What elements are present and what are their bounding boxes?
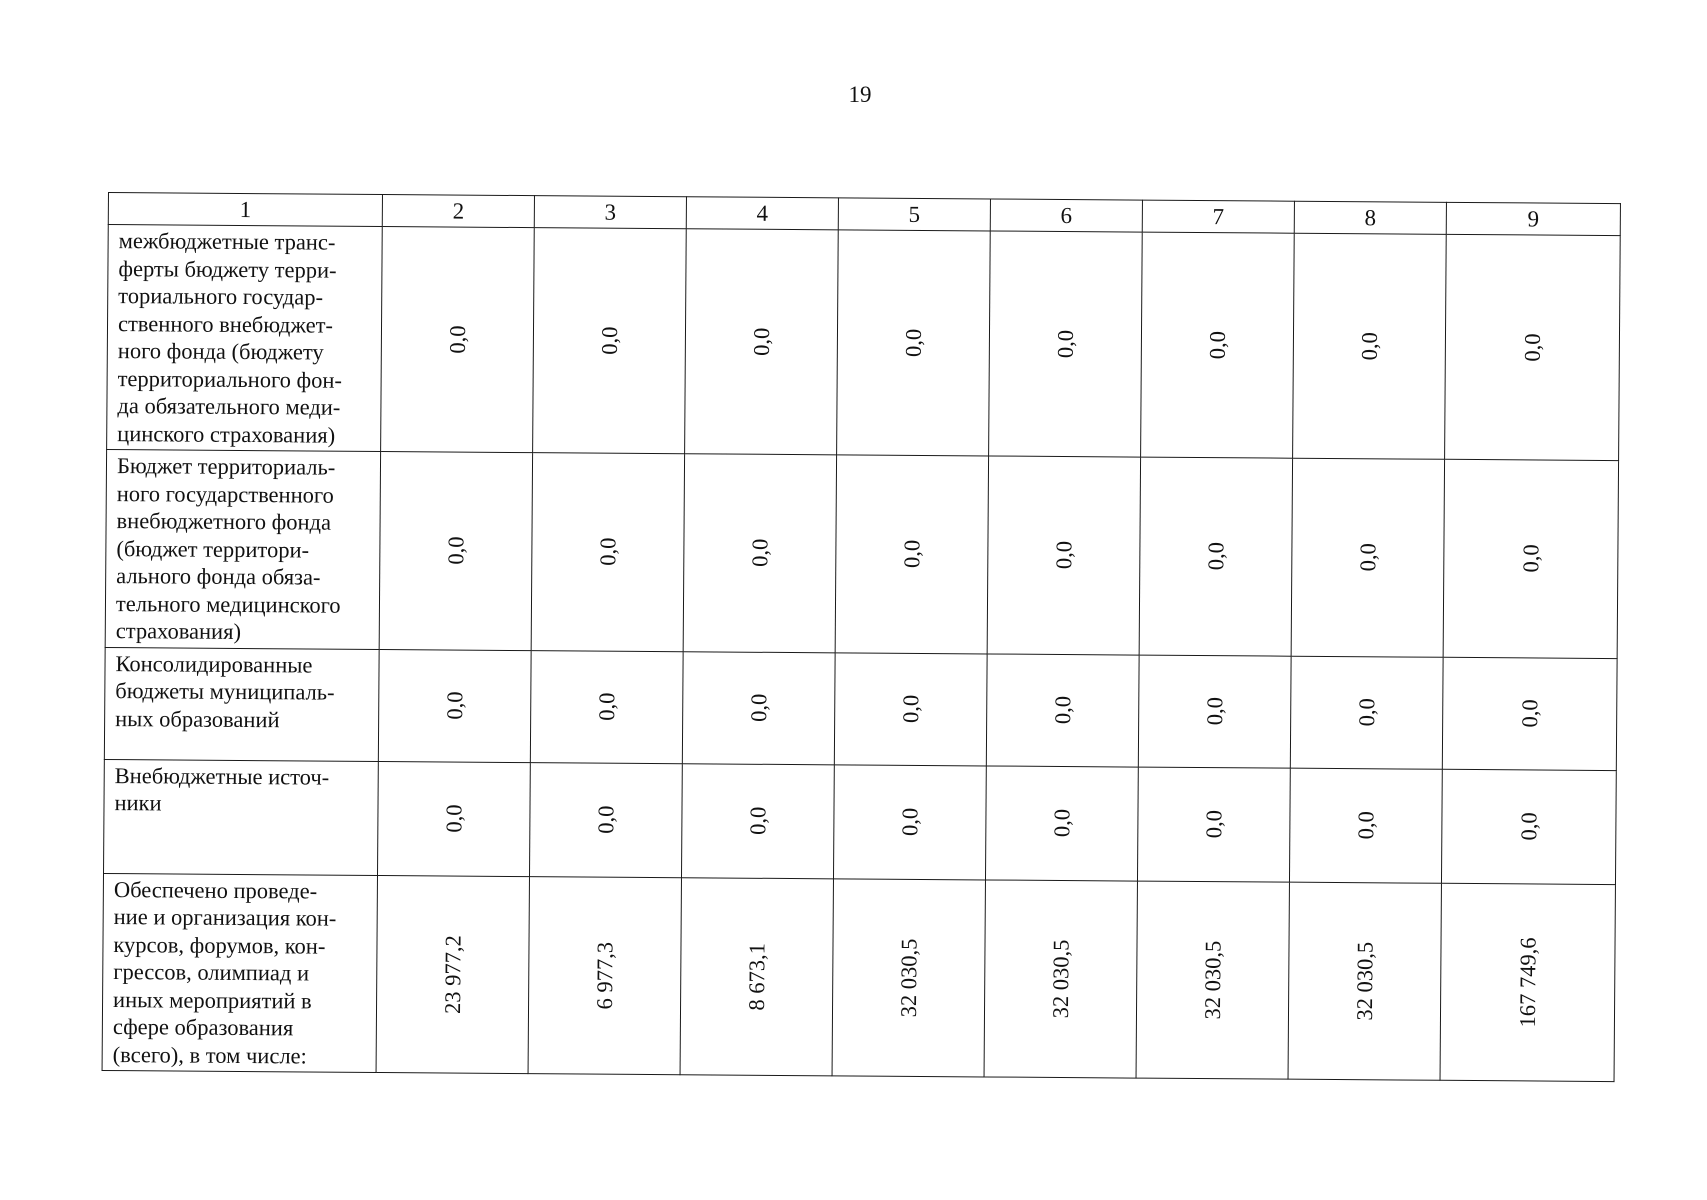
- value-cell: [528, 876, 681, 1075]
- value-cell: [533, 228, 687, 454]
- value-cell: [1290, 656, 1443, 769]
- value-cell: [1445, 234, 1621, 460]
- cell-value: 0,0: [746, 538, 772, 568]
- value-cell: [835, 455, 988, 654]
- label-line: внебюджетного фонда: [116, 508, 332, 535]
- label-line: ного государственного: [116, 480, 334, 508]
- value-cell: [1293, 233, 1447, 459]
- column-header: 9: [1446, 202, 1620, 235]
- cell-value: 0,0: [745, 693, 771, 722]
- label-line: ферты бюджету терри-: [118, 255, 337, 283]
- label-line: ственного внебюджет-: [117, 310, 334, 338]
- column-header: 4: [686, 197, 838, 230]
- cell-value: 0,0: [1204, 330, 1230, 360]
- table-row: [104, 759, 1617, 884]
- row-label: [104, 759, 379, 875]
- value-cell: [986, 653, 1139, 766]
- label-line: ного фонда (бюджету: [117, 338, 324, 365]
- value-cell: [1442, 657, 1617, 770]
- cell-value: 0,0: [440, 804, 467, 833]
- cell-value: 32 030,5: [895, 938, 922, 1018]
- label-line: сфере образования: [112, 1014, 294, 1041]
- cell-value: 32 030,5: [1047, 939, 1074, 1019]
- column-header: 6: [990, 199, 1142, 232]
- value-cell: [529, 762, 682, 877]
- label-line: да обязательного меди-: [117, 393, 341, 420]
- row-label: [105, 449, 380, 649]
- cell-value: 0,0: [444, 325, 470, 354]
- value-cell: [837, 230, 991, 456]
- cell-value: 0,0: [593, 692, 619, 721]
- value-cell: [1288, 882, 1441, 1081]
- cell-value: 0,0: [1516, 699, 1542, 728]
- value-cell: [1443, 459, 1618, 658]
- value-cell: [381, 227, 535, 453]
- value-cell: [1137, 767, 1290, 882]
- cell-value: 0,0: [1052, 329, 1078, 359]
- cell-value: 0,0: [1049, 695, 1075, 725]
- cell-value: 0,0: [596, 326, 622, 355]
- label-line: Обеспечено проведе-: [113, 876, 318, 904]
- cell-value: 23 977,2: [439, 934, 466, 1014]
- value-cell: [833, 764, 986, 879]
- cell-value: 0,0: [1354, 543, 1380, 572]
- cell-value: 32 030,5: [1199, 940, 1226, 1020]
- label-line: цинского страхования): [117, 420, 336, 448]
- row-label: [107, 225, 383, 452]
- page-number: 19: [848, 82, 872, 107]
- label-line: ных образований: [115, 705, 280, 732]
- value-cell: [1440, 883, 1615, 1082]
- cell-value: 0,0: [1517, 544, 1543, 573]
- cell-value: 0,0: [1201, 696, 1227, 726]
- cell-value: 0,0: [896, 807, 923, 837]
- row-label: [104, 647, 379, 761]
- label-line: страхования): [115, 618, 242, 644]
- row-label: [102, 873, 377, 1073]
- value-cell: [1291, 458, 1444, 657]
- value-cell: [1138, 655, 1291, 768]
- value-cell: [1139, 457, 1292, 656]
- cell-value: 0,0: [1202, 542, 1228, 571]
- column-header: 3: [534, 196, 686, 229]
- cell-value: 8 673,1: [743, 942, 770, 1011]
- value-cell: [984, 879, 1137, 1078]
- value-cell: [987, 456, 1140, 655]
- label-line: бюджеты муниципаль-: [115, 678, 335, 705]
- value-cell: [989, 231, 1143, 457]
- cell-value: 0,0: [748, 327, 774, 356]
- label-line: курсов, форумов, кон-: [113, 931, 326, 959]
- label-line: ториального государ-: [118, 283, 324, 310]
- cell-value: 0,0: [1050, 541, 1076, 570]
- value-cell: [680, 877, 833, 1076]
- label-line: территориального фон-: [117, 365, 343, 393]
- cell-value: 0,0: [442, 536, 468, 565]
- table-row: [105, 449, 1618, 658]
- cell-value: 0,0: [441, 691, 467, 720]
- column-header: 5: [838, 198, 990, 231]
- value-cell: [379, 452, 532, 651]
- value-cell: [834, 652, 987, 765]
- label-line: Бюджет территориаль-: [116, 453, 336, 480]
- value-cell: [378, 761, 531, 876]
- cell-value: 6 977,3: [591, 941, 618, 1010]
- label-line: Внебюджетные источ-: [114, 762, 330, 790]
- value-cell: [1141, 232, 1295, 458]
- table-row: [107, 225, 1621, 461]
- label-line: тельного медицинского: [115, 590, 341, 618]
- label-line: межбюджетные транс-: [118, 228, 336, 255]
- table-row: [104, 647, 1617, 770]
- cell-value: 0,0: [594, 537, 620, 567]
- cell-value: 0,0: [898, 539, 924, 569]
- value-cell: [530, 650, 683, 763]
- cell-value: 0,0: [1048, 808, 1075, 838]
- value-cell: [832, 878, 985, 1077]
- value-cell: [1136, 881, 1289, 1080]
- column-header: 7: [1142, 200, 1294, 233]
- value-cell: [1289, 768, 1442, 883]
- cell-value: 167 749,6: [1514, 937, 1541, 1028]
- label-line: ального фонда обяза-: [116, 563, 321, 590]
- label-line: ники: [114, 790, 162, 816]
- label-line: ние и организация кон-: [113, 904, 337, 931]
- cell-value: 0,0: [1519, 333, 1545, 362]
- cell-value: 0,0: [900, 328, 926, 358]
- value-cell: [531, 453, 684, 652]
- label-line: (бюджет территори-: [116, 535, 310, 562]
- label-line: иных мероприятий в: [112, 986, 312, 1014]
- cell-value: 0,0: [1200, 809, 1226, 839]
- value-cell: [1441, 769, 1616, 884]
- cell-value: 0,0: [897, 694, 923, 724]
- cell-value: 32 030,5: [1351, 941, 1378, 1021]
- value-cell: [683, 454, 836, 653]
- label-line: грессов, олимпиад и: [113, 959, 310, 986]
- column-header: 8: [1294, 201, 1446, 234]
- column-header: 2: [382, 195, 534, 228]
- cell-value: 0,0: [1515, 812, 1541, 841]
- label-line: (всего), в том числе:: [112, 1041, 307, 1068]
- value-cell: [682, 651, 835, 764]
- value-cell: [685, 229, 839, 455]
- label-line: Консолидированные: [115, 650, 313, 678]
- value-cell: [681, 763, 834, 878]
- budget-table: [102, 192, 1621, 1082]
- value-cell: [378, 649, 531, 762]
- table-row: [102, 873, 1615, 1082]
- value-cell: [376, 875, 529, 1074]
- cell-value: 0,0: [1352, 811, 1378, 840]
- value-cell: [985, 765, 1138, 880]
- cell-value: 0,0: [1356, 332, 1382, 361]
- cell-value: 0,0: [592, 805, 619, 834]
- cell-value: 0,0: [744, 806, 771, 835]
- column-header: 1: [108, 193, 382, 227]
- cell-value: 0,0: [1353, 698, 1379, 727]
